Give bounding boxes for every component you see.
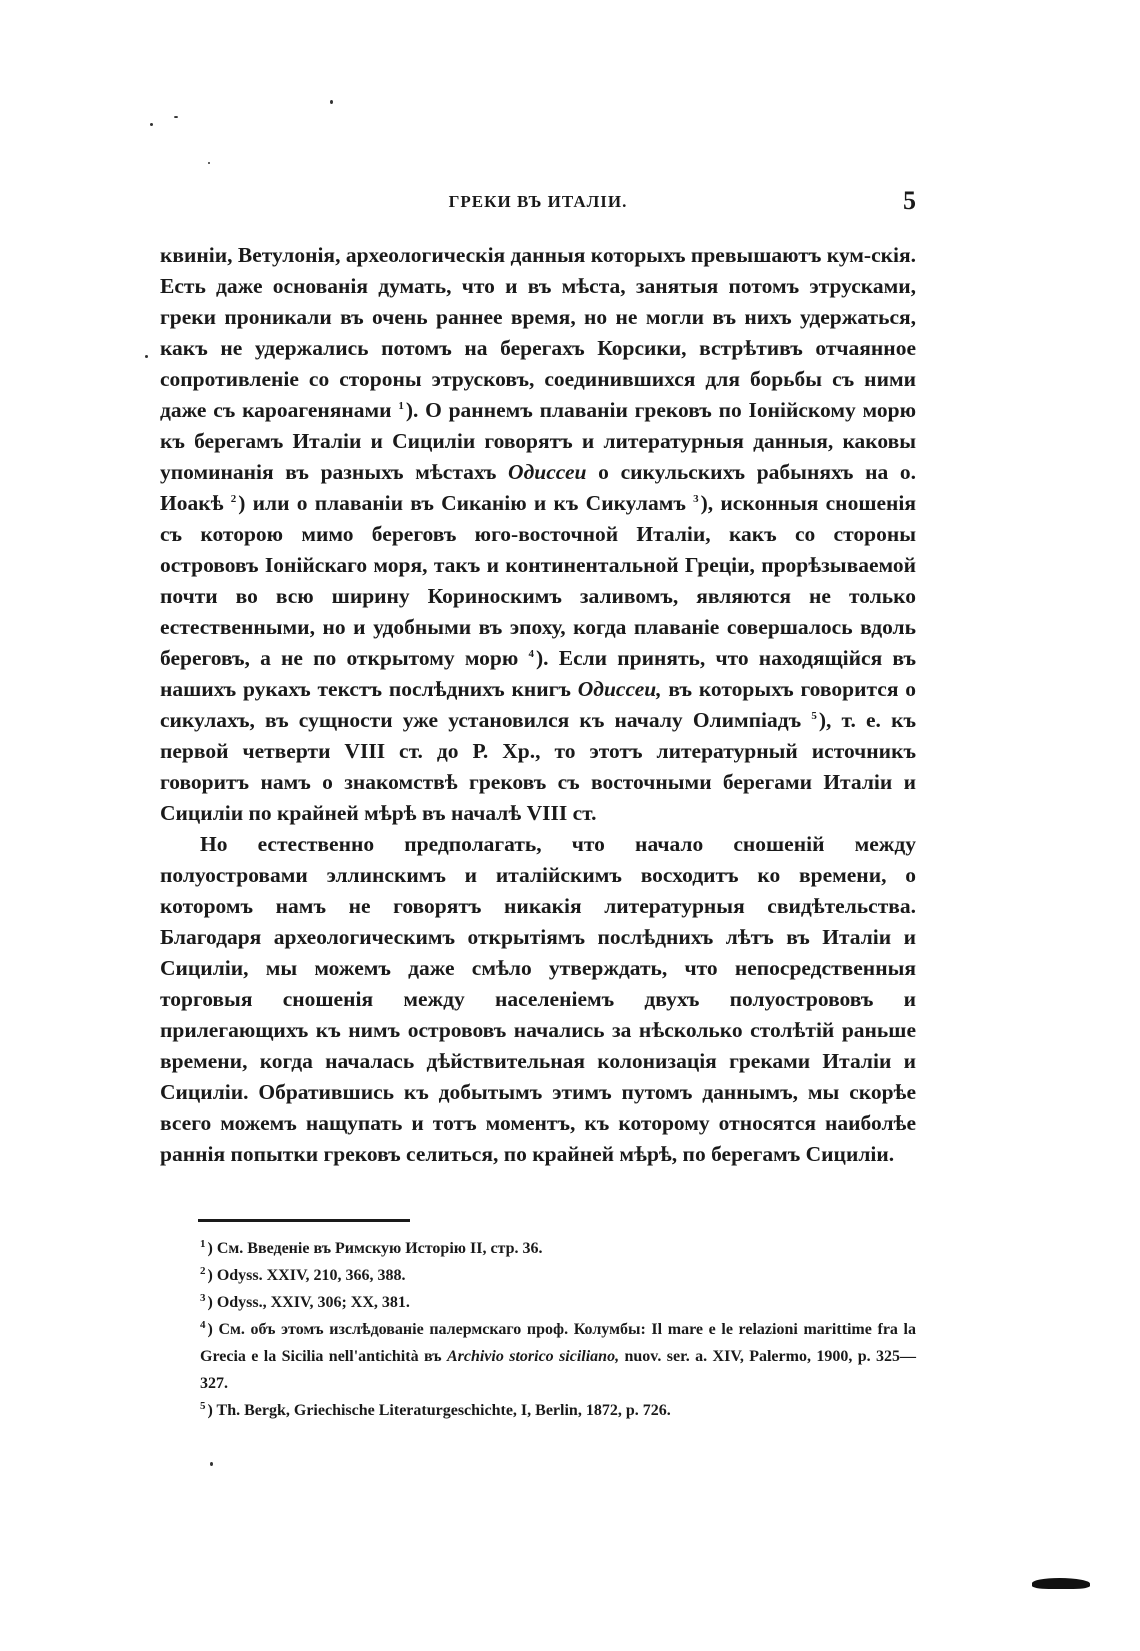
footnote-number: 2 <box>200 1264 206 1277</box>
italic-title: Одиссеи, <box>577 677 662 701</box>
footnote-number: 1 <box>200 1237 206 1250</box>
footnote-ref: 2 <box>230 492 237 505</box>
scan-speck <box>208 162 210 164</box>
body-text <box>160 240 916 1170</box>
scan-speck <box>330 100 333 104</box>
footnote-ref: 4 <box>528 647 535 660</box>
footnote-number: 4 <box>200 1318 206 1331</box>
page-header <box>160 186 916 226</box>
footnote-3 <box>160 1289 916 1316</box>
scan-speck <box>145 355 148 358</box>
footnote-text: ) См. объ этомъ изслѣдованіе палермскаго проф. Колумбы: Il mare e le relazioni marittime fra la Grecia e la Sicilia nell'antichità въ <box>200 1321 916 1365</box>
ink-blot <box>1032 1578 1090 1589</box>
footnote-text: ) Th. Bergk, Griechische Literaturgeschichte, I, Berlin, 1872, p. 726. <box>207 1402 671 1419</box>
text-run: квиніи, Ветулонія, археологическія данныя которыхъ превышаютъ кум-скія. Есть даже основанія думать, что и въ мѣста, занятыя потомъ этрусками, греки проникали въ очень раннее время, но не могли въ нихъ удержаться, какъ не удержались потомъ на берегахъ Корсики, встрѣтивъ отчаянное сопротивленіе со стороны этрусковъ, соединившихся для борьбы съ ними даже съ кароагенянами <box>160 243 916 422</box>
footnote-text: ) Odyss., XXIV, 306; XX, 381. <box>207 1294 410 1311</box>
footnote-ref: 1 <box>398 399 404 412</box>
running-head: ГРЕКИ ВЪ ИТАЛІИ. <box>448 192 628 211</box>
text-run: ) или о плаваніи въ Сиканію и къ Сикуламъ <box>238 491 686 515</box>
footnote-ref: 3 <box>693 492 699 505</box>
footnote-5 <box>160 1397 916 1424</box>
footnote-italic: Archivio storico siciliano, <box>446 1348 620 1365</box>
paragraph-1 <box>160 240 916 829</box>
footnote-1 <box>160 1235 916 1262</box>
footnote-ref: 5 <box>811 709 817 722</box>
scan-speck <box>174 116 178 118</box>
footnotes <box>160 1235 916 1424</box>
footnote-text: nuov. ser. a. XIV, Palermo, 1900, p. 325—327. <box>200 1348 917 1392</box>
text-run: ). Если принять, что находящійся въ нашихъ рукахъ текстъ послѣднихъ книгъ <box>160 646 916 701</box>
footnote-number: 5 <box>200 1399 206 1412</box>
footnote-4 <box>160 1316 916 1397</box>
footnote-number: 3 <box>200 1291 206 1304</box>
footnote-divider <box>198 1219 410 1222</box>
footnote-2 <box>160 1262 916 1289</box>
text-run: ). О раннемъ плаваніи грековъ по Іонійскому морю къ берегамъ Италіи и Сициліи говорятъ и литературныя данныя, каковы упоминанія въ разныхъ мѣстахъ <box>160 398 916 484</box>
text-run: въ которыхъ говорится о сикулахъ, въ сущности уже установился къ началу Олимпіадъ <box>160 677 917 732</box>
scan-speck <box>150 123 153 126</box>
footnote-text: ) См. Введеніе въ Римскую Исторію II, стр. 36. <box>207 1240 543 1257</box>
text-run: о сикульскихъ рабыняхъ на о. Иоакѣ <box>160 460 917 515</box>
scan-speck <box>210 1462 213 1466</box>
italic-title: Одиссеи <box>508 460 587 484</box>
text-run: ), т. е. къ первой четверти VIII ст. до Р. Хр., то этотъ литературный источникъ говоритъ намъ о знакомствѣ грековъ съ восточными берегами Италіи и Сициліи по крайней мѣрѣ въ началѣ VIII ст. <box>160 708 917 825</box>
paragraph-2: Но естественно предполагать, что начало сношеній между полуостровами эллинскимъ и италійскимъ восходитъ ко времени, о которомъ намъ не говорятъ никакія литературныя свидѣтельства. Благодаря археологическимъ открытіямъ послѣднихъ лѣтъ въ Италіи и Сициліи, мы можемъ даже смѣло утверждать, что непосредственныя торговыя сношенія между населеніемъ двухъ полуострововъ и прилегающихъ къ нимъ острововъ начались за нѣсколько столѣтій раньше времени, когда началась дѣйствительная колонизація греками Италіи и Сициліи. Обратившись къ добытымъ этимъ путомъ даннымъ, мы скорѣе всего можемъ нащупать и тотъ моментъ, къ которому относятся наиболѣе раннія попытки грековъ селиться, по крайней мѣрѣ, по берегамъ Сициліи. <box>160 832 916 1166</box>
footnote-text: ) Odyss. XXIV, 210, 366, 388. <box>207 1267 406 1284</box>
text-run: ), исконныя сношенія съ которою мимо береговъ юго-восточной Италіи, какъ со стороны острововъ Іонійскаго моря, такъ и континентальной Греціи, прорѣзываемой почти во всю ширину Кориноскимъ заливомъ, являются не только естественными, но и удобными въ эпоху, когда плаваніе совершалось вдоль береговъ, а не по открытому морю <box>160 491 917 670</box>
page-number: 5 <box>903 186 916 215</box>
